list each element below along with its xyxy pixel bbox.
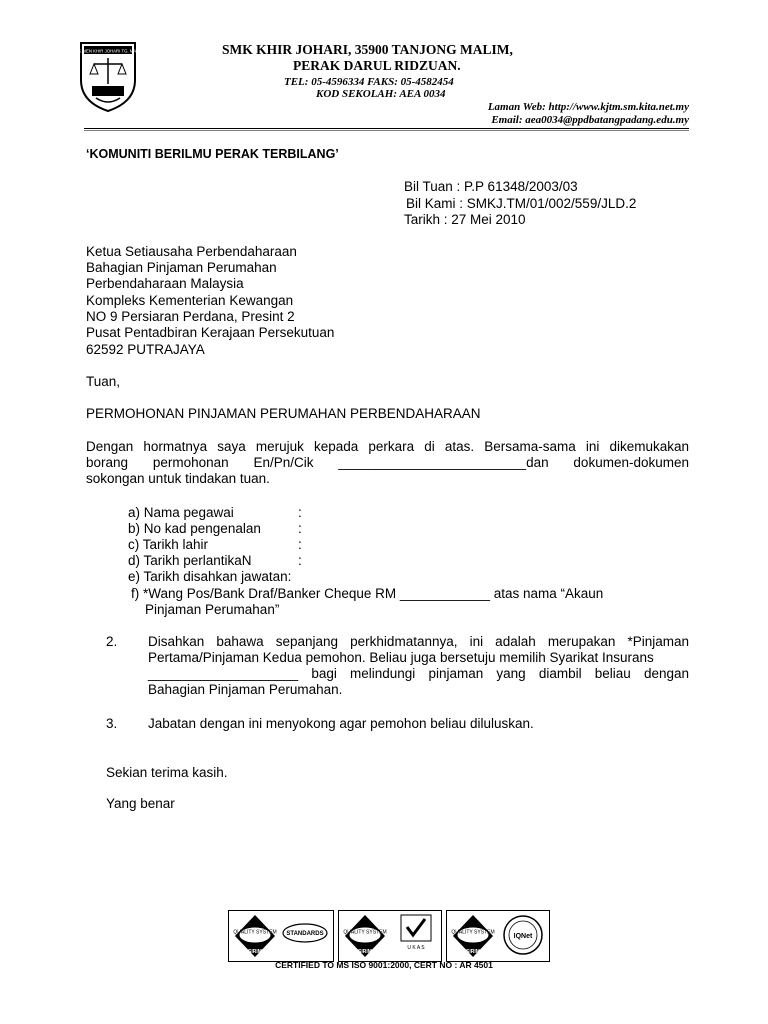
address-line: Pusat Pentadbiran Kerajaan Persekutuan bbox=[86, 325, 335, 340]
ref-bil-kami: Bil Kami : SMKJ.TM/01/002/559/JLD.2 bbox=[406, 196, 637, 211]
list-item-nama bbox=[128, 505, 302, 521]
para3-number: 3. bbox=[106, 716, 118, 731]
para2-number: 2. bbox=[106, 634, 118, 649]
school-phone: TEL: 05-4596334 FAKS: 05-4582454 bbox=[284, 76, 454, 88]
standards-text: STANDARDS bbox=[286, 931, 324, 937]
para2-line: Pertama/Pinjaman Kedua pemohon. Beliau juga bersetuju memilih Syarikat Insurans bbox=[148, 650, 654, 665]
para2-line: Bahagian Pinjaman Perumahan. bbox=[148, 682, 343, 697]
sirim-text: SIRIM bbox=[358, 949, 372, 955]
salutation: Tuan, bbox=[86, 374, 121, 389]
list-label: b) No kad pengenalan bbox=[128, 521, 261, 536]
school-crest-logo bbox=[72, 40, 144, 114]
list-colon: : bbox=[298, 537, 302, 552]
sirim-ukas-logo bbox=[338, 910, 442, 962]
list-item-wang-pos-cont bbox=[145, 602, 279, 618]
list-colon: : bbox=[298, 505, 302, 520]
intro-line: Dengan hormatnya saya merujuk kepada perkara di atas. Bersama-sama ini dikemukakan bbox=[86, 439, 689, 454]
intro-line: sokongan untuk tindakan tuan. bbox=[86, 471, 270, 486]
ref-tarikh: Tarikh : 27 Mei 2010 bbox=[404, 212, 526, 227]
quality-system-text: QUALITY SYSTEM bbox=[343, 929, 387, 936]
iso-certification: CERTIFIED TO MS ISO 9001:2000, CERT NO : AR 4501 bbox=[275, 960, 493, 970]
header-divider bbox=[84, 128, 689, 129]
iqnet-text: IQNet bbox=[513, 933, 533, 940]
list-colon: : bbox=[298, 553, 302, 568]
para2-line: ____________________ bagi melindungi pinjaman yang diambil beliau dengan bbox=[148, 666, 689, 681]
ref-bil-tuan: Bil Tuan : P.P 61348/2003/03 bbox=[404, 179, 578, 194]
address-line: Perbendaharaan Malaysia bbox=[86, 276, 244, 291]
closing: Sekian terima kasih. bbox=[106, 765, 228, 780]
list-item-lahir bbox=[128, 537, 302, 553]
intro-line: borang permohonan En/Pn/Cik _________________________dan dokumen-dokumen bbox=[86, 455, 689, 470]
address-line: Bahagian Pinjaman Perumahan bbox=[86, 260, 277, 275]
letter-subject: PERMOHONAN PINJAMAN PERUMAHAN PERBENDAHARAAN bbox=[86, 406, 481, 421]
list-item-wang-pos bbox=[131, 586, 603, 602]
para2-line: Disahkan bahawa sepanjang perkhidmatannya, ini adalah merupakan *Pinjaman bbox=[148, 634, 689, 649]
para2-text bbox=[148, 634, 689, 698]
crest-text: SEK MEN KHIR JOHARI TG. MALIM bbox=[72, 48, 144, 54]
list-label: e) Tarikh disahkan jawatan: bbox=[128, 569, 292, 584]
address-line: Ketua Setiausaha Perbendaharaan bbox=[86, 244, 297, 259]
school-name: SMK KHIR JOHARI, 35900 TANJONG MALIM, bbox=[222, 42, 513, 57]
list-item-kad bbox=[128, 521, 302, 537]
intro-paragraph bbox=[86, 439, 689, 487]
list-item-disahkan bbox=[128, 569, 291, 585]
sign-off: Yang benar bbox=[106, 796, 175, 811]
sirim-text: SIRIM bbox=[466, 949, 480, 955]
sirim-standards-logo bbox=[228, 910, 334, 962]
slogan: ‘KOMUNITI BERILMU PERAK TERBILANG’ bbox=[86, 147, 339, 161]
list-label: Pinjaman Perumahan” bbox=[145, 602, 280, 617]
list-item-perlantikan bbox=[128, 553, 302, 569]
school-code: KOD SEKOLAH: AEA 0034 bbox=[316, 88, 446, 100]
list-label: f) *Wang Pos/Bank Draf/Banker Cheque RM ____________ atas nama “Akaun bbox=[131, 586, 604, 601]
list-label: a) Nama pegawai bbox=[128, 505, 234, 520]
para3-text: Jabatan dengan ini menyokong agar pemohon beliau diluluskan. bbox=[148, 716, 534, 731]
list-label: d) Tarikh perlantikaN bbox=[128, 553, 252, 568]
school-email: Email: aea0034@ppdbatangpadang.edu.my bbox=[491, 114, 689, 126]
address-line: NO 9 Persiaran Perdana, Presint 2 bbox=[86, 309, 295, 324]
ukas-text: U K A S bbox=[407, 945, 425, 951]
sirim-text: SIRIM bbox=[248, 949, 262, 955]
list-colon: : bbox=[298, 521, 302, 536]
school-website: Laman Web: http://www.kjtm.sm.kita.net.my bbox=[487, 101, 689, 113]
quality-system-text: QUALITY SYSTEM bbox=[233, 929, 277, 936]
list-label: c) Tarikh lahir bbox=[128, 537, 209, 552]
address-line: Kompleks Kementerian Kewangan bbox=[86, 293, 294, 308]
header-divider-thin bbox=[84, 130, 689, 131]
quality-system-text: QUALITY SYSTEM bbox=[451, 929, 495, 936]
address-line: 62592 PUTRAJAYA bbox=[86, 342, 205, 357]
school-state: PERAK DARUL RIDZUAN. bbox=[293, 58, 461, 73]
sirim-iqnet-logo bbox=[446, 910, 550, 962]
